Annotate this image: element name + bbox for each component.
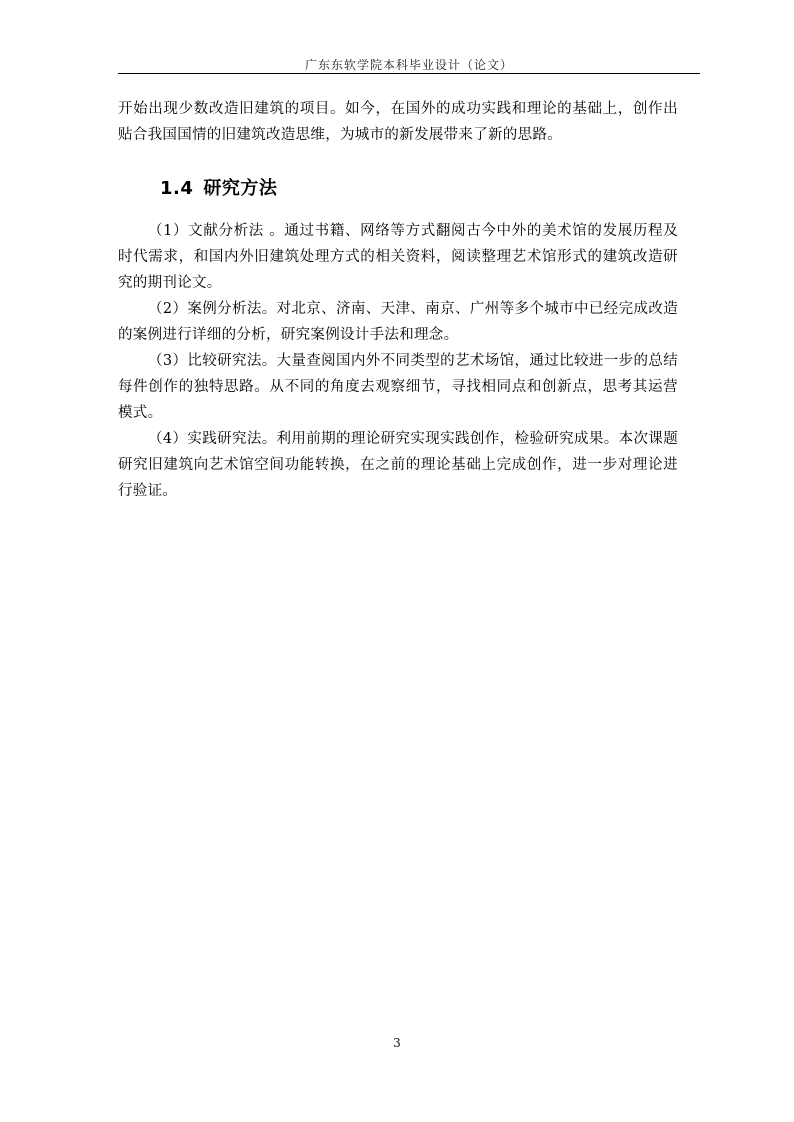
intro-paragraph: 开始出现少数改造旧建筑的项目。如今，在国外的成功实践和理论的基础上，创作出贴合我国国情的旧建筑改造思维，为城市的新发展带来了新的思路。 xyxy=(118,101,678,143)
method-paragraph-4: （4）实践研究法。利用前期的理论研究实现实践创作，检验研究成果。本次课题研究旧建筑向艺术馆空间功能转换，在之前的理论基础上完成创作，进一步对理论进行验证。 xyxy=(118,431,678,499)
method-paragraph-3: （3）比较研究法。大量查阅国内外不同类型的艺术场馆，通过比较进一步的总结每件创作的独特思路。从不同的角度去观察细节，寻找相同点和创新点，思考其运营模式。 xyxy=(118,353,678,421)
page-body xyxy=(118,96,678,504)
section-number: 1.4 xyxy=(160,178,194,199)
header-rule xyxy=(118,73,700,74)
page-header: 广东东软学院本科毕业设计（论文） xyxy=(304,58,513,72)
page-number: 3 xyxy=(393,1036,401,1050)
method-paragraph-2: （2）案例分析法。对北京、济南、天津、南京、广州等多个城市中已经完成改造的案例进行详细的分析，研究案例设计手法和理念。 xyxy=(118,301,678,343)
section-heading xyxy=(160,176,678,202)
method-paragraph-1: （1）文献分析法 。通过书籍、网络等方式翻阅古今中外的美术馆的发展历程及时代需求，和国内外旧建筑处理方式的相关资料，阅读整理艺术馆形式的建筑改造研究的期刊论文。 xyxy=(118,223,678,291)
section-title: 研究方法 xyxy=(203,178,278,199)
